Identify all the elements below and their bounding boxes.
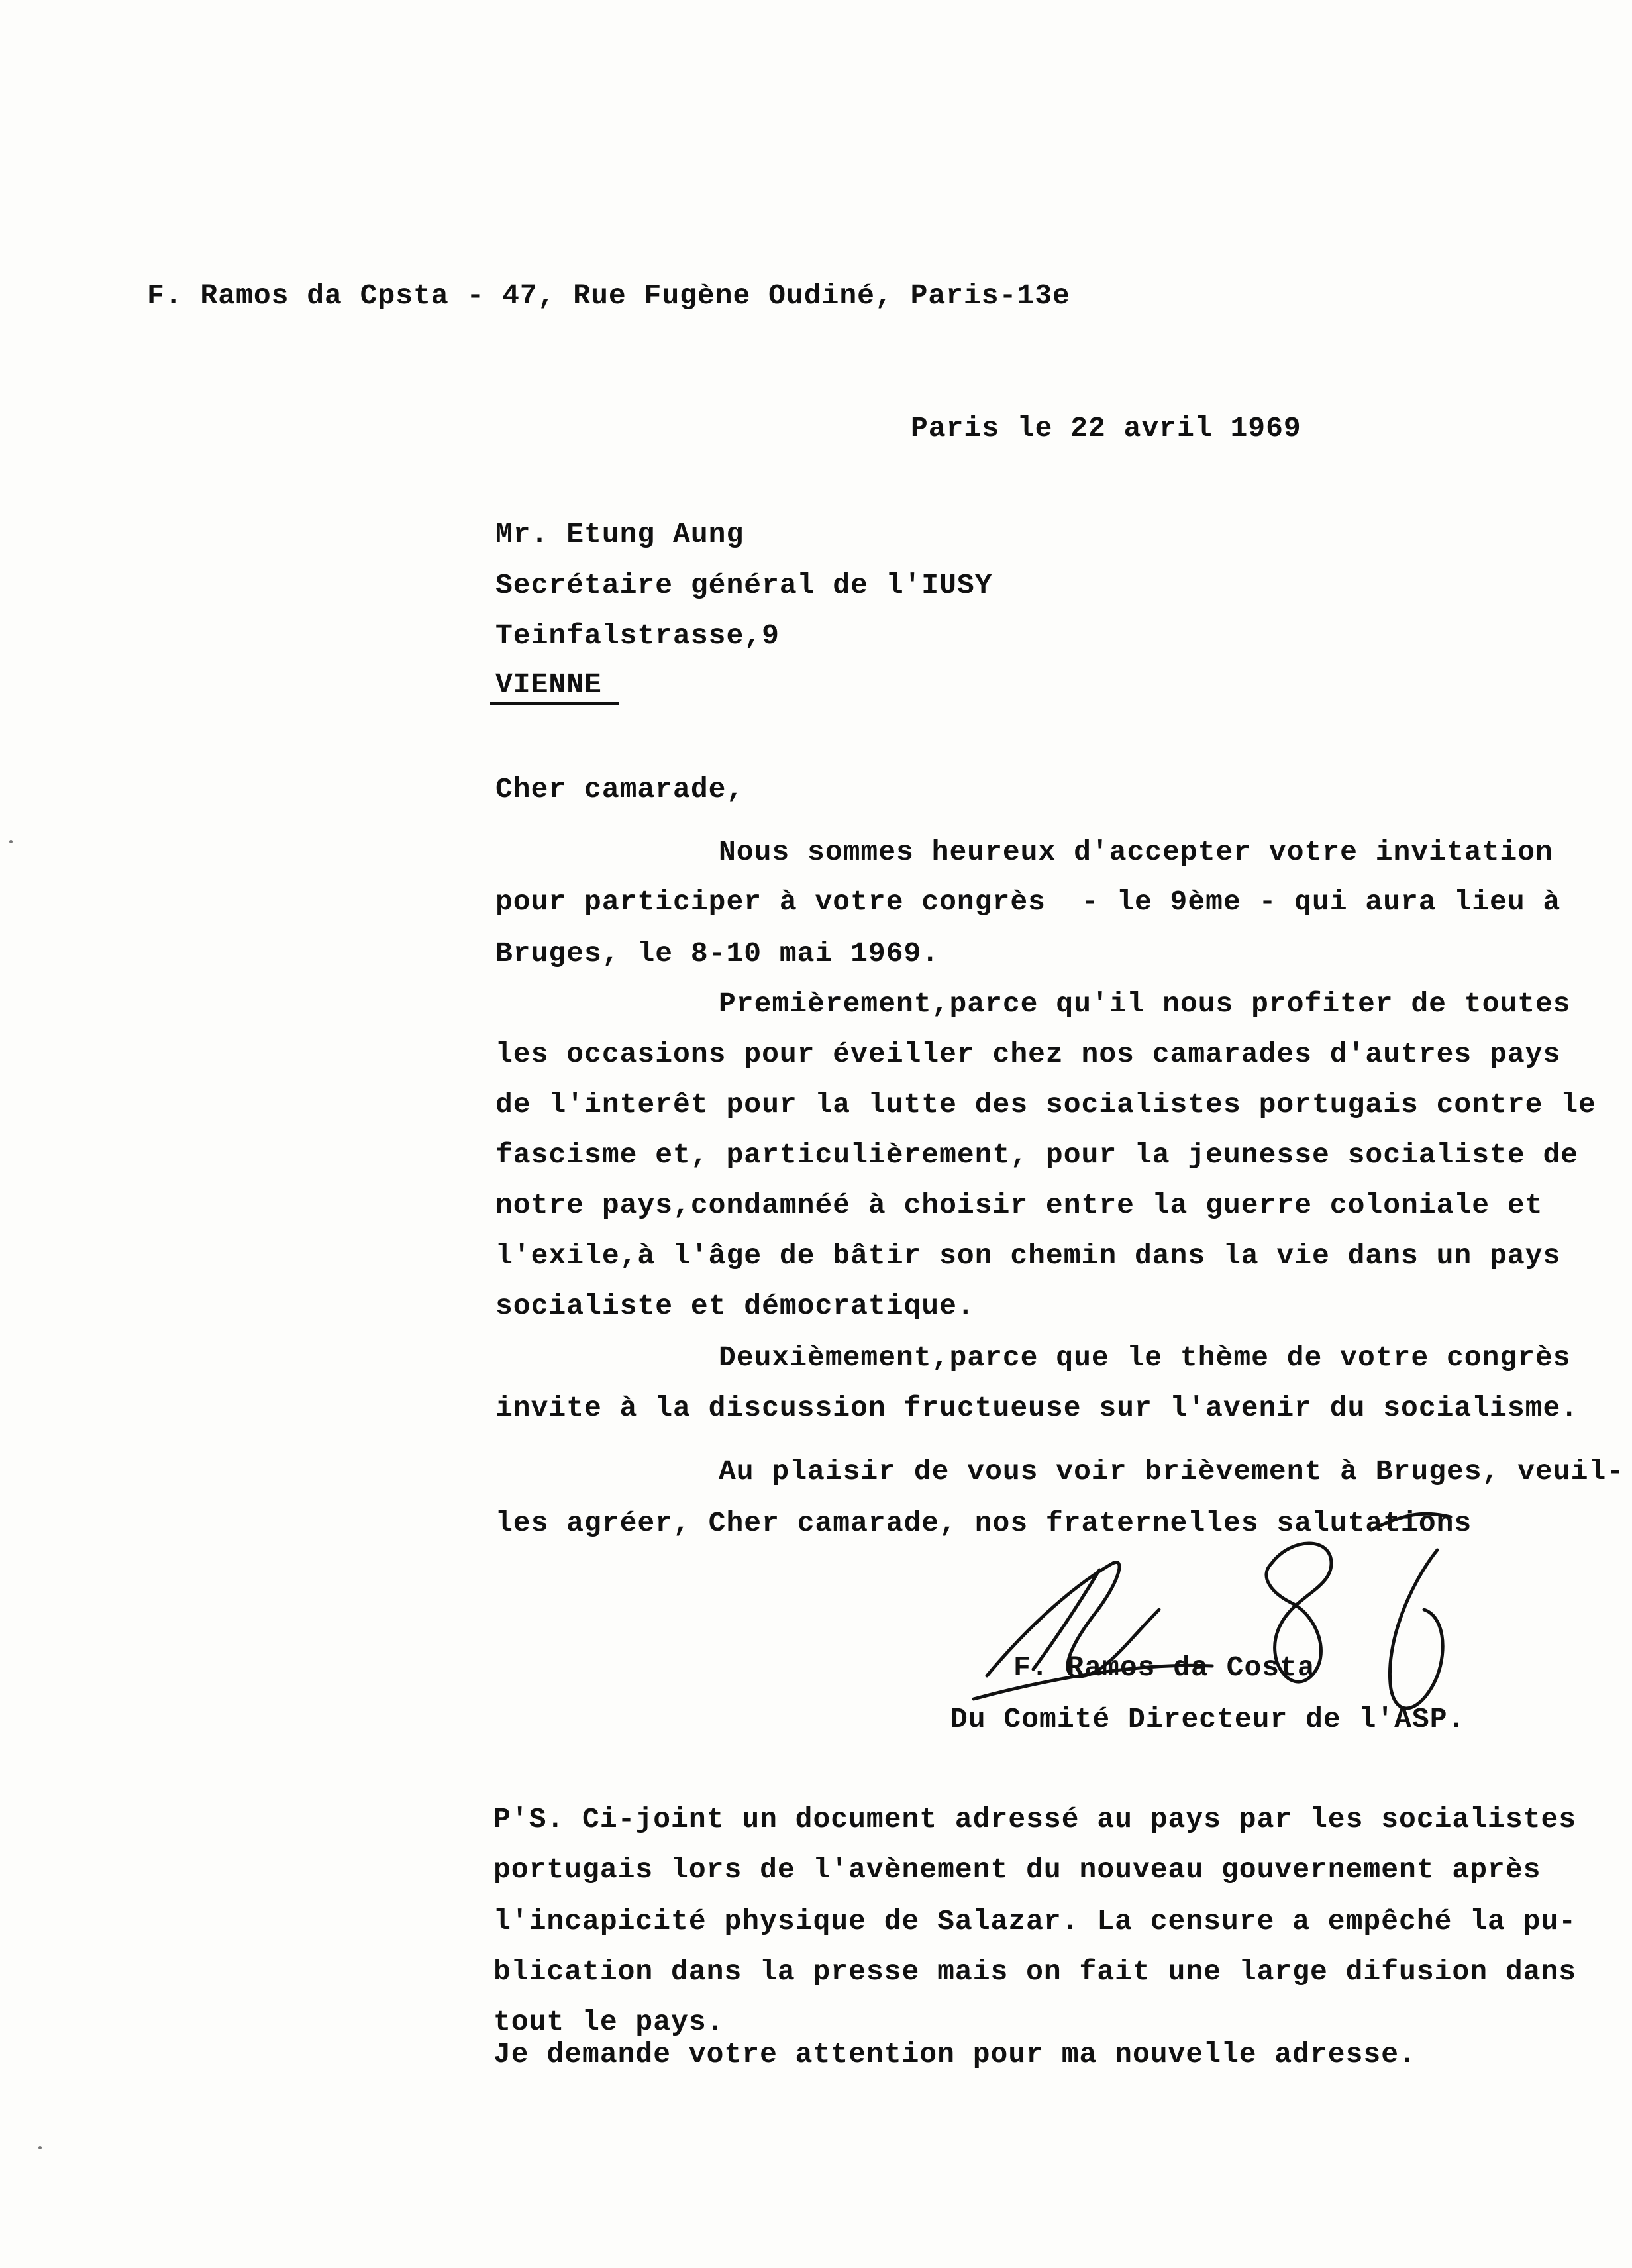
body-line: invite à la discussion fructueuse sur l'avenir du socialisme. xyxy=(495,1392,1579,1424)
postscript-line: tout le pays. xyxy=(493,2006,725,2038)
postscript-line: Je demande votre attention pour ma nouvelle adresse. xyxy=(493,2038,1417,2071)
recipient-name: Mr. Etung Aung xyxy=(495,518,744,550)
body-line: pour participer à votre congrès - le 9ème - qui aura lieu à xyxy=(495,886,1561,918)
recipient-city: VIENNE xyxy=(495,668,602,701)
body-line: Bruges, le 8-10 mai 1969. xyxy=(495,937,940,970)
signature-role: Du Comité Directeur de l'ASP. xyxy=(950,1703,1466,1735)
postscript-line: l'incapicité physique de Salazar. La censure a empêché la pu- xyxy=(493,1905,1577,1937)
body-line: fascisme et, particulièrement, pour la jeunesse socialiste de xyxy=(495,1139,1579,1171)
body-line: de l'interêt pour la lutte des socialistes portugais contre le xyxy=(495,1088,1596,1121)
body-line: les agréer, Cher camarade, nos fraternelles salutations xyxy=(495,1507,1472,1539)
body-line: l'exile,à l'âge de bâtir son chemin dans la vie dans un pays xyxy=(495,1239,1561,1272)
salutation: Cher camarade, xyxy=(495,773,744,805)
scan-speck xyxy=(38,2146,42,2149)
recipient-street: Teinfalstrasse,9 xyxy=(495,619,780,652)
body-line: Au plaisir de vous voir brièvement à Bruges, veuil- xyxy=(719,1455,1625,1488)
recipient-title: Secrétaire général de l'IUSY xyxy=(495,569,993,601)
body-line: les occasions pour éveiller chez nos camarades d'autres pays xyxy=(495,1038,1561,1070)
postscript-line: blication dans la presse mais on fait une large difusion dans xyxy=(493,1955,1577,1988)
body-line: Deuxièmement,parce que le thème de votre congrès xyxy=(719,1341,1571,1374)
signature-name: F. Ramos da Costa xyxy=(1013,1651,1315,1684)
postscript-line: P'S. Ci-joint un document adressé au pays par les socialistes xyxy=(493,1803,1577,1835)
body-line: Premièrement,parce qu'il nous profiter de toutes xyxy=(719,988,1571,1020)
city-underline xyxy=(490,702,619,705)
body-line: notre pays,condamnéé à choisir entre la guerre coloniale et xyxy=(495,1189,1543,1221)
body-line: Nous sommes heureux d'accepter votre invitation xyxy=(719,836,1553,868)
scan-speck xyxy=(9,840,13,843)
date-line: Paris le 22 avril 1969 xyxy=(911,412,1301,444)
sender-header: F. Ramos da Cpsta - 47, Rue Fugène Oudiné, Paris-13e xyxy=(147,280,1070,312)
body-line: socialiste et démocratique. xyxy=(495,1290,975,1322)
postscript-line: portugais lors de l'avènement du nouveau gouvernement après xyxy=(493,1853,1541,1886)
